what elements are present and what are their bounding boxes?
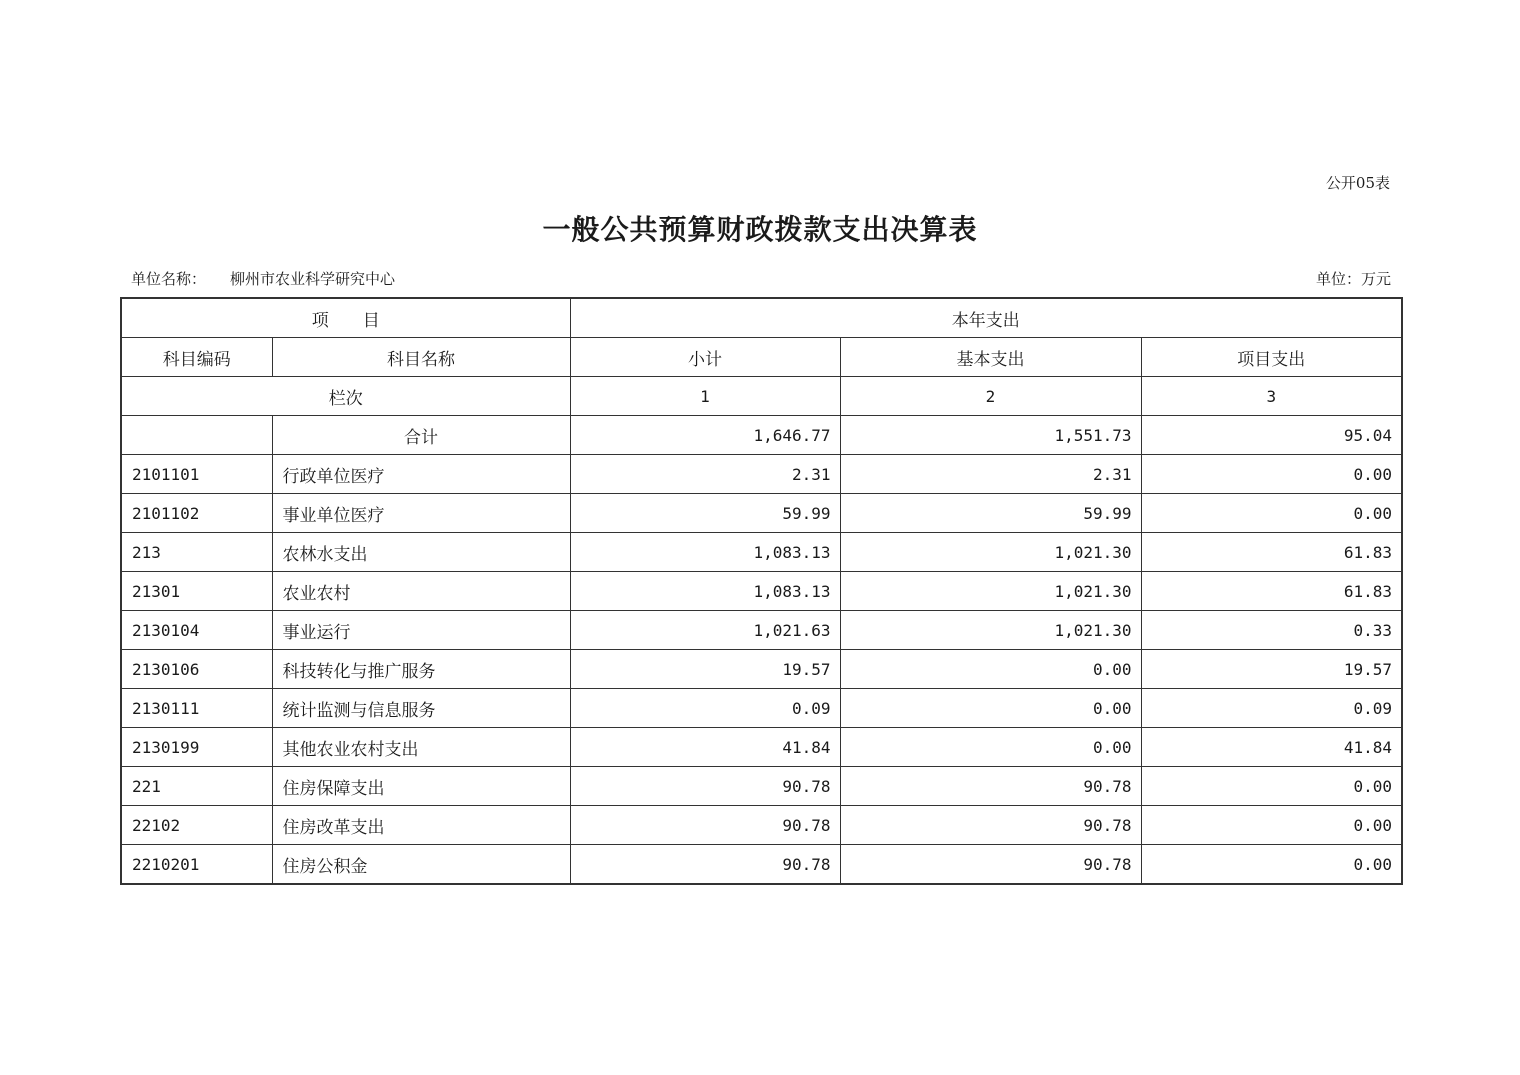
table-row	[121, 806, 1402, 845]
row-name: 行政单位医疗	[272, 455, 570, 494]
total-basic: 1,551.73	[840, 416, 1141, 455]
row-subtotal: 19.57	[570, 650, 840, 689]
row-name: 科技转化与推广服务	[272, 650, 570, 689]
row-code: 22102	[121, 806, 272, 845]
row-project: 61.83	[1141, 533, 1402, 572]
row-code: 2130104	[121, 611, 272, 650]
table-row	[121, 611, 1402, 650]
row-subtotal: 90.78	[570, 806, 840, 845]
row-project: 0.00	[1141, 455, 1402, 494]
row-code: 221	[121, 767, 272, 806]
total-label: 合计	[272, 416, 570, 455]
table-row	[121, 533, 1402, 572]
header-name: 科目名称	[272, 338, 570, 377]
row-subtotal: 90.78	[570, 767, 840, 806]
table-row	[121, 728, 1402, 767]
row-project: 19.57	[1141, 650, 1402, 689]
row-name: 住房公积金	[272, 845, 570, 885]
row-name: 事业运行	[272, 611, 570, 650]
row-project: 61.83	[1141, 572, 1402, 611]
header-project-expense: 项目支出	[1141, 338, 1402, 377]
header-subtotal: 小计	[570, 338, 840, 377]
row-subtotal: 1,083.13	[570, 572, 840, 611]
row-subtotal: 59.99	[570, 494, 840, 533]
expense-table	[120, 297, 1403, 885]
header-row-1	[121, 298, 1402, 338]
table-row	[121, 689, 1402, 728]
row-code: 2101102	[121, 494, 272, 533]
row-basic: 90.78	[840, 806, 1141, 845]
row-basic: 90.78	[840, 845, 1141, 885]
row-project: 0.00	[1141, 494, 1402, 533]
column-index-3: 3	[1141, 377, 1402, 416]
row-project: 0.09	[1141, 689, 1402, 728]
total-code	[121, 416, 272, 455]
row-basic: 2.31	[840, 455, 1141, 494]
total-project: 95.04	[1141, 416, 1402, 455]
row-name: 统计监测与信息服务	[272, 689, 570, 728]
row-basic: 1,021.30	[840, 533, 1141, 572]
table-row	[121, 494, 1402, 533]
row-basic: 0.00	[840, 689, 1141, 728]
total-subtotal: 1,646.77	[570, 416, 840, 455]
row-code: 2101101	[121, 455, 272, 494]
row-project: 0.00	[1141, 845, 1402, 885]
column-index-label: 栏次	[121, 377, 570, 416]
table-row	[121, 455, 1402, 494]
header-project: 项 目	[121, 298, 570, 338]
row-project: 41.84	[1141, 728, 1402, 767]
row-project: 0.00	[1141, 767, 1402, 806]
unit-name-value: 柳州市农业科学研究中心	[230, 270, 396, 288]
form-number: 公开05表	[1325, 174, 1390, 192]
row-basic: 1,021.30	[840, 611, 1141, 650]
column-index-row	[121, 377, 1402, 416]
table-row	[121, 767, 1402, 806]
row-code: 21301	[121, 572, 272, 611]
row-subtotal: 2.31	[570, 455, 840, 494]
column-index-1: 1	[570, 377, 840, 416]
row-basic: 0.00	[840, 728, 1141, 767]
row-name: 农业农村	[272, 572, 570, 611]
total-row	[121, 416, 1402, 455]
row-project: 0.33	[1141, 611, 1402, 650]
row-code: 2130111	[121, 689, 272, 728]
row-subtotal: 1,083.13	[570, 533, 840, 572]
row-subtotal: 90.78	[570, 845, 840, 885]
row-code: 2130106	[121, 650, 272, 689]
unit-name-label: 单位名称：	[131, 270, 207, 288]
row-subtotal: 41.84	[570, 728, 840, 767]
row-code: 2130199	[121, 728, 272, 767]
page-title: 一般公共预算财政拨款支出决算表	[542, 213, 978, 246]
row-name: 事业单位医疗	[272, 494, 570, 533]
row-name: 住房改革支出	[272, 806, 570, 845]
unit-measure: 单位：万元	[1315, 270, 1391, 288]
header-basic: 基本支出	[840, 338, 1141, 377]
row-basic: 90.78	[840, 767, 1141, 806]
row-subtotal: 1,021.63	[570, 611, 840, 650]
header-year-expense: 本年支出	[570, 298, 1402, 338]
table-row	[121, 845, 1402, 885]
table-row	[121, 650, 1402, 689]
row-basic: 59.99	[840, 494, 1141, 533]
row-name: 农林水支出	[272, 533, 570, 572]
header-code: 科目编码	[121, 338, 272, 377]
row-name: 其他农业农村支出	[272, 728, 570, 767]
row-name: 住房保障支出	[272, 767, 570, 806]
row-code: 2210201	[121, 845, 272, 885]
row-project: 0.00	[1141, 806, 1402, 845]
row-subtotal: 0.09	[570, 689, 840, 728]
table-row	[121, 572, 1402, 611]
row-basic: 1,021.30	[840, 572, 1141, 611]
row-code: 213	[121, 533, 272, 572]
row-basic: 0.00	[840, 650, 1141, 689]
header-row-2	[121, 338, 1402, 377]
column-index-2: 2	[840, 377, 1141, 416]
